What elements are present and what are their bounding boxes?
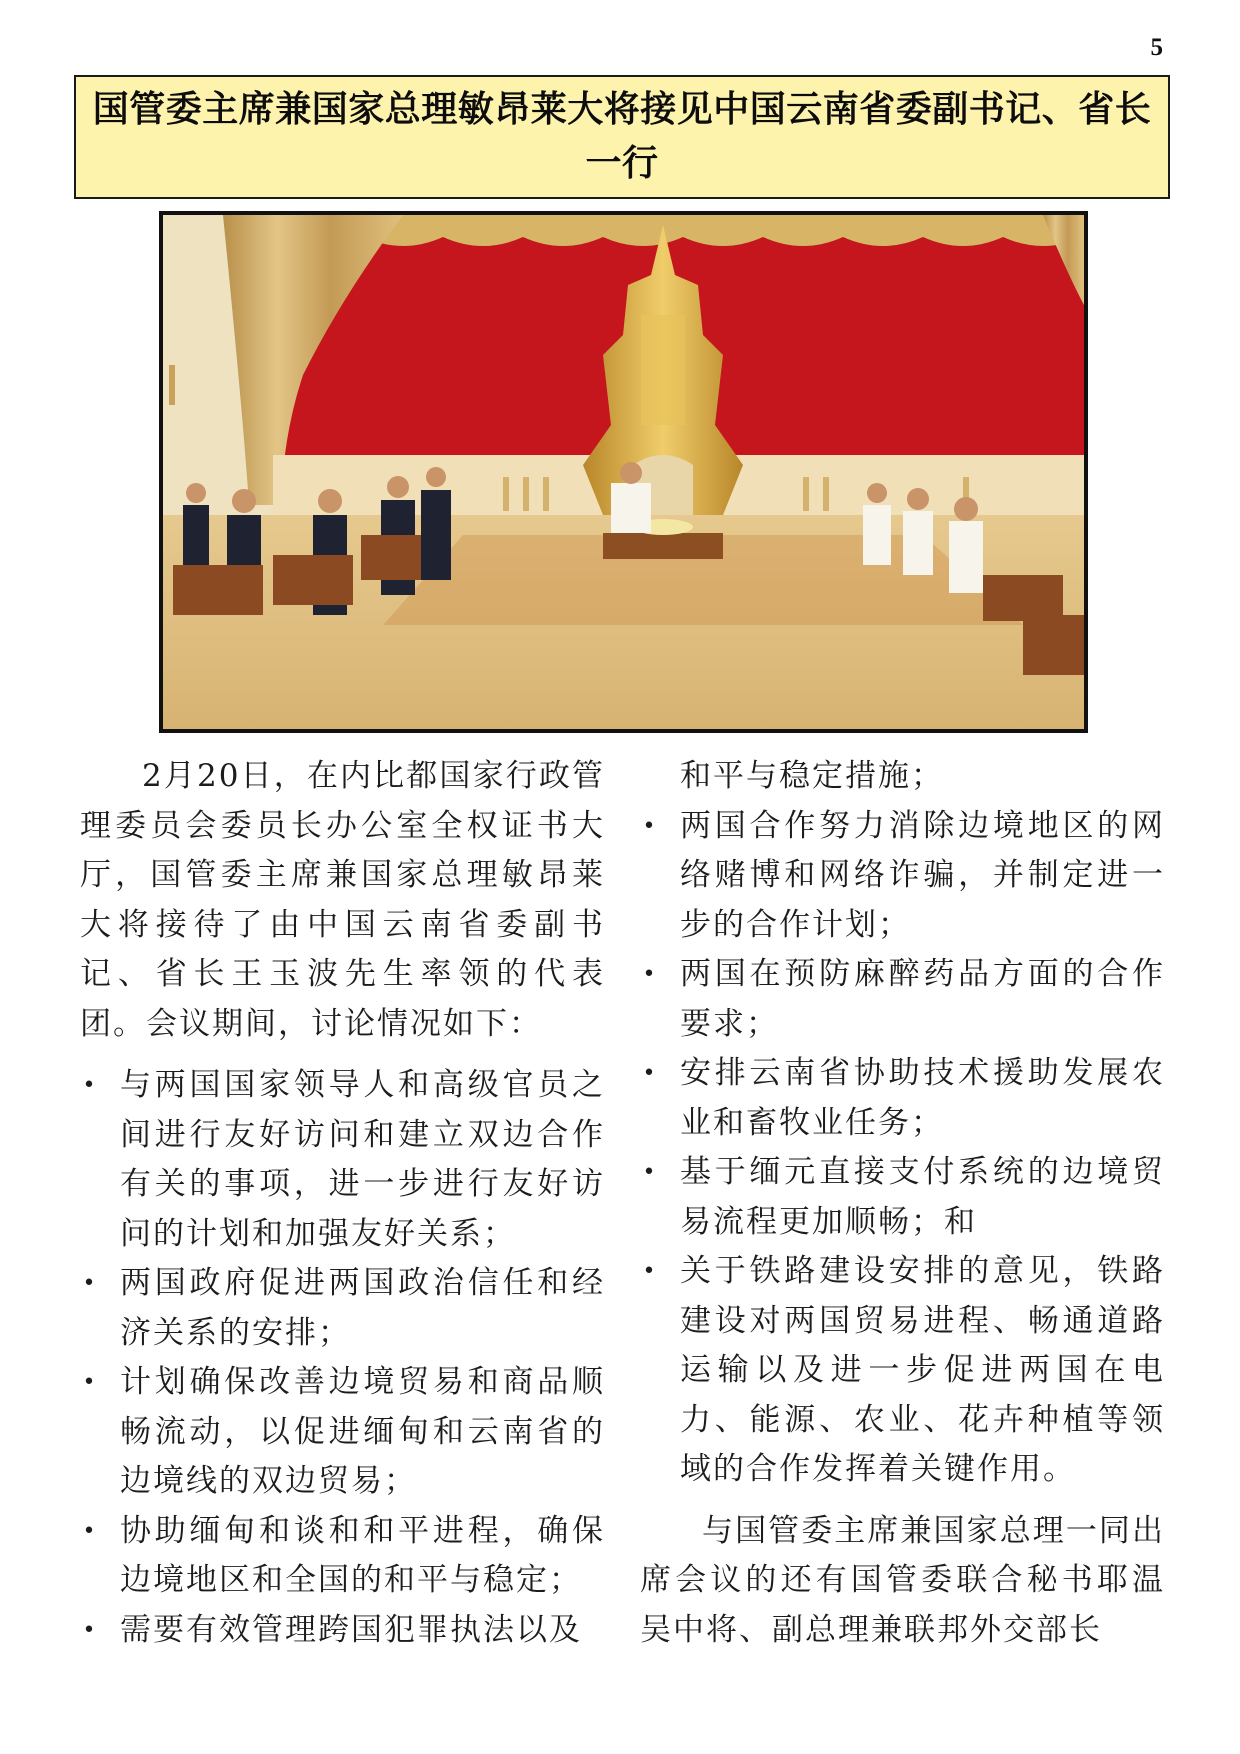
- bullet-icon: •: [642, 962, 658, 987]
- list-item: • 计划确保改善边境贸易和商品顺畅流动，以促进缅甸和云南省的边境线的双边贸易；: [80, 1358, 605, 1507]
- list-item: • 关于铁路建设安排的意见，铁路建设对两国贸易进程、畅通道路运输以及进一步促进两国在电力、能源、农业、花卉种植等领域的合作发挥着关键作用。: [640, 1247, 1165, 1495]
- meeting-photo-illustration: [163, 215, 1084, 729]
- list-item: • 需要有效管理跨国犯罪执法以及: [80, 1606, 605, 1656]
- intro-paragraph: 2月20日，在内比都国家行政管理委员会委员长办公室全权证书大厅，国管委主席兼国家总理敏昂莱大将接待了由中国云南省委副书记、省长王玉波先生率领的代表团。会议期间，讨论情况如下：: [80, 758, 605, 1042]
- bullet-icon: •: [82, 1370, 98, 1395]
- bullet-icon: •: [82, 1073, 98, 1098]
- bullet-icon: •: [642, 1061, 658, 1086]
- list-item: • 基于缅元直接支付系统的边境贸易流程更加顺畅；和: [640, 1148, 1165, 1247]
- bullet-icon: •: [642, 1160, 658, 1185]
- bullet-icon: •: [82, 1617, 98, 1643]
- page-number: 5: [1150, 34, 1163, 61]
- bullet-icon: •: [82, 1271, 98, 1296]
- bullet-icon: •: [642, 813, 658, 839]
- right-column: [640, 752, 1165, 1655]
- list-item: • 两国在预防麻醉药品方面的合作要求；: [640, 950, 1165, 1049]
- list-item-continuation: 和平与稳定措施；: [680, 758, 944, 794]
- list-item: • 两国合作努力消除边境地区的网络赌博和网络诈骗，并制定进一步的合作计划；: [640, 802, 1165, 951]
- discussion-list-right: [640, 752, 1165, 1495]
- list-item: • 安排云南省协助技术援助发展农业和畜牧业任务；: [640, 1049, 1165, 1148]
- list-item: • 与两国国家领导人和高级官员之间进行友好访问和建立双边合作有关的事项，进一步进行友好访问的计划和加强友好关系；: [80, 1061, 605, 1259]
- meeting-photo: [159, 211, 1088, 733]
- discussion-list-left: [80, 1061, 605, 1655]
- list-item: • 协助缅甸和谈和和平进程，确保边境地区和全国的和平与稳定；: [80, 1507, 605, 1606]
- list-item: • 两国政府促进两国政治信任和经济关系的安排；: [80, 1259, 605, 1358]
- closing-paragraph: 与国管委主席兼国家总理一同出席会议的还有国管委联合秘书耶温吴中将、副总理兼联邦外交部长: [640, 1512, 1165, 1648]
- left-column: [80, 752, 605, 1655]
- bullet-icon: •: [82, 1518, 98, 1544]
- article-title: 国管委主席兼国家总理敏昂莱大将接见中国云南省委副书记、省长一行: [92, 89, 1152, 184]
- bullet-icon: •: [642, 1259, 658, 1284]
- article-title-box: [74, 75, 1170, 199]
